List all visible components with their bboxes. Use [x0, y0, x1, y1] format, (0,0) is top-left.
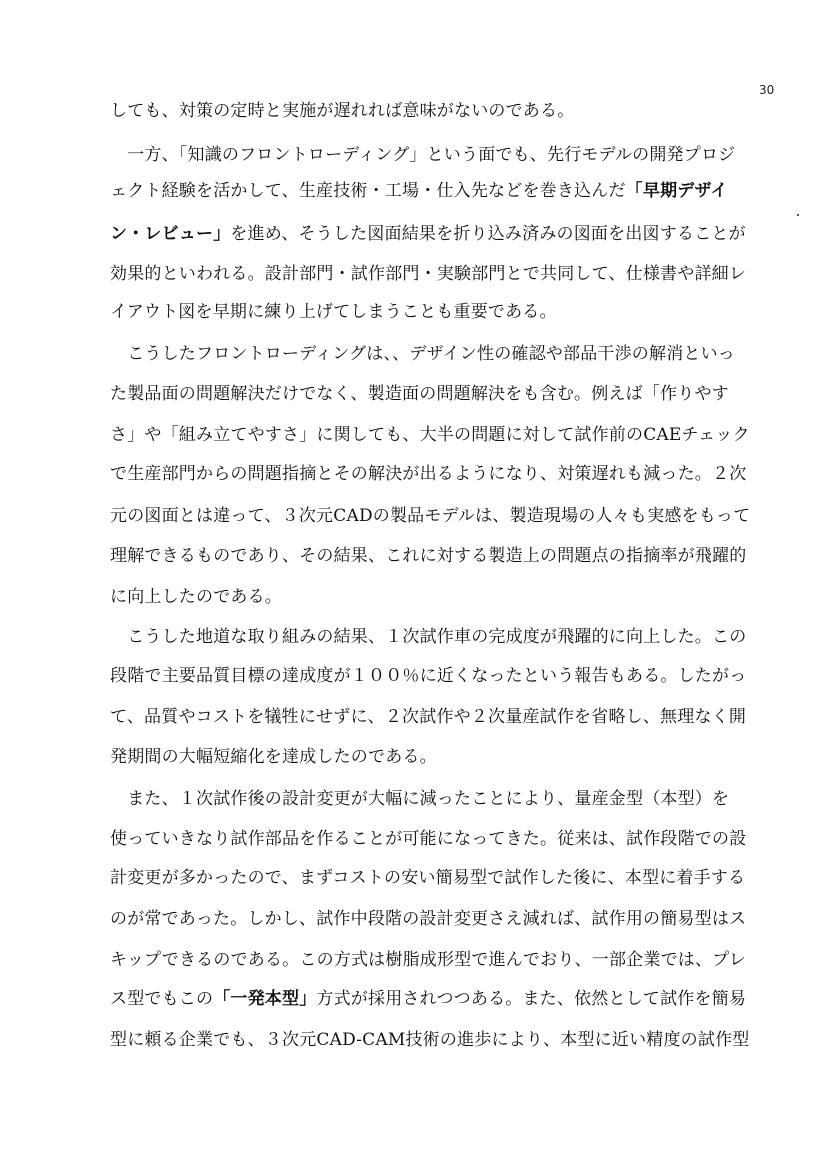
text-run: 方式が採用されつつある。また、依然として試作を簡易	[316, 989, 747, 1009]
body-line: 元の図面とは違って、３次元CADの製品モデルは、製造現場の人々も実感をもって	[110, 506, 751, 526]
body-line: 効果的といわれる。設計部門・試作部門・実験部門とで共同して、仕様書や詳細レ	[110, 264, 747, 284]
bold-term: ン・レビュー」	[110, 224, 231, 244]
body-line: 型に頼る企業でも、３次元CAD-CAM技術の進歩により、本型に近い精度の試作型	[110, 1030, 750, 1050]
body-line: さ」や「組み立てやすさ」に関しても、大半の問題に対して試作前のCAEチェック	[110, 425, 750, 445]
body-line	[110, 988, 745, 1010]
body-line: 発期間の大幅短縮化を達成したのである。	[110, 747, 437, 767]
body-line: キップできるのである。この方式は樹脂成形型で進んでおり、一部企業では、プレ	[110, 950, 746, 970]
body-line: こうしたフロントローディングは、、デザイン性の確認や部品干渉の解消といっ	[110, 344, 736, 364]
text-run: を進め、そうした図面結果を折り込み済みの図面を出図することが	[230, 224, 746, 244]
body-line: また、１次試作後の設計変更が大幅に減ったことにより、量産金型（本型）を	[110, 789, 730, 809]
bold-term: 「早期デザイ	[625, 181, 728, 201]
scan-speck	[797, 214, 799, 216]
body-line: 計変更が多かったので、まずコストの安い簡易型で試作した後に、本型に着手する	[110, 868, 746, 888]
body-line: こうした地道な取り組みの結果、１次試作車の完成度が飛躍的に向上した。この	[110, 627, 747, 647]
body-line: 使っていきなり試作部品を作ることが可能になってきた。従来は、試作段階での設	[110, 829, 747, 849]
body-line: のが常であった。しかし、試作中段階の設計変更さえ減れば、試作用の簡易型はス	[110, 909, 747, 929]
body-line: 一方、「知識のフロントローディング」という面でも、先行モデルの開発プロジ	[110, 145, 736, 165]
body-line: イアウト図を早期に練り上げてしまうことも重要である。	[110, 302, 557, 322]
bold-term: 「一発本型」	[213, 989, 317, 1009]
body-line: で生産部門からの問題指摘とその解決が出るようになり、対策遅れも減った。２次	[110, 464, 747, 484]
body-line: て、品質やコストを犠牲にせずに、２次試作や２次量産試作を省略し、無理なく開	[110, 707, 747, 727]
body-line: に向上したのである。	[110, 587, 282, 607]
body-line: 理解できるものであり、その結果、これに対する製造上の問題点の指摘率が飛躍的	[110, 546, 747, 566]
body-line: た製品面の問題解決だけでなく、製造面の問題解決をも含む。例えば「作りやす	[110, 384, 729, 404]
text-run: ェクト経験を活かして、生産技術・工場・仕入先などを巻き込んだ	[110, 181, 626, 201]
body-line	[110, 223, 745, 245]
body-line: しても、対策の定時と実施が遅れれば意味がないのである。	[110, 101, 575, 121]
page-number: 30	[759, 83, 775, 97]
text-run: ス型でもこの	[110, 989, 214, 1009]
body-line	[110, 180, 745, 202]
body-line: 段階で主要品質目標の達成度が１００％に近くなったという報告もある。したがっ	[110, 666, 747, 686]
